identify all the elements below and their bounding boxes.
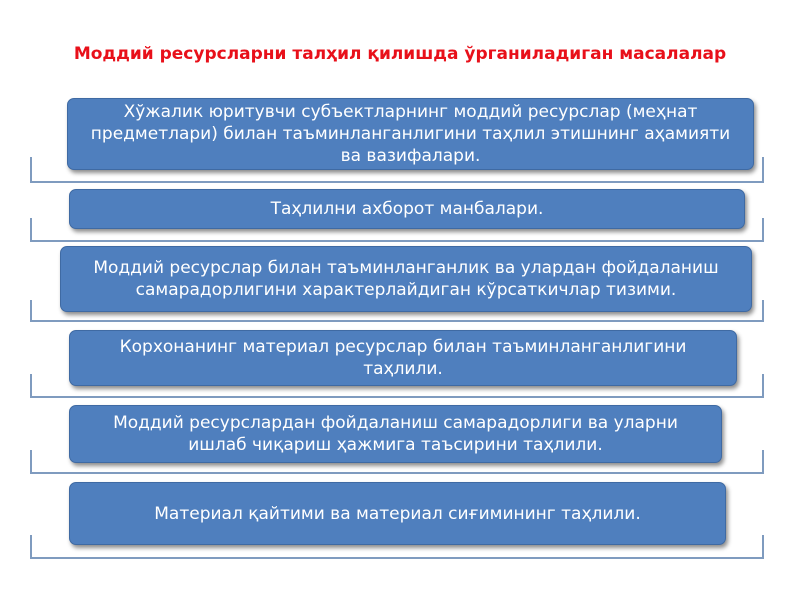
diagram-title: Моддий ресурсларни талҳил қилишда ўрганиладиган масалалар	[73, 44, 727, 64]
item-6-box: Материал қайтими ва материал сиғимининг таҳлили.	[69, 482, 726, 545]
item-2-box: Таҳлилни ахборот манбалари.	[69, 189, 745, 229]
item-5-box: Моддий ресурслардан фойдаланиш самарадорлиги ва уларни ишлаб чиқариш ҳажмига таъсирини таҳлили.	[69, 405, 722, 463]
item-4-box: Корхонанинг материал ресурслар билан таъминланганлигини таҳлили.	[69, 330, 737, 386]
item-3-box: Моддий ресурслар билан таъминланганлик ва улардан фойдаланиш самарадорлигини характерлайдиган кўрсаткичлар тизими.	[60, 246, 752, 312]
item-1-box: Хўжалик юритувчи субъектларнинг моддий ресурслар (меҳнат предметлари) билан таъминланганлигини таҳлил этишнинг аҳамияти ва вазифалари.	[67, 98, 754, 170]
